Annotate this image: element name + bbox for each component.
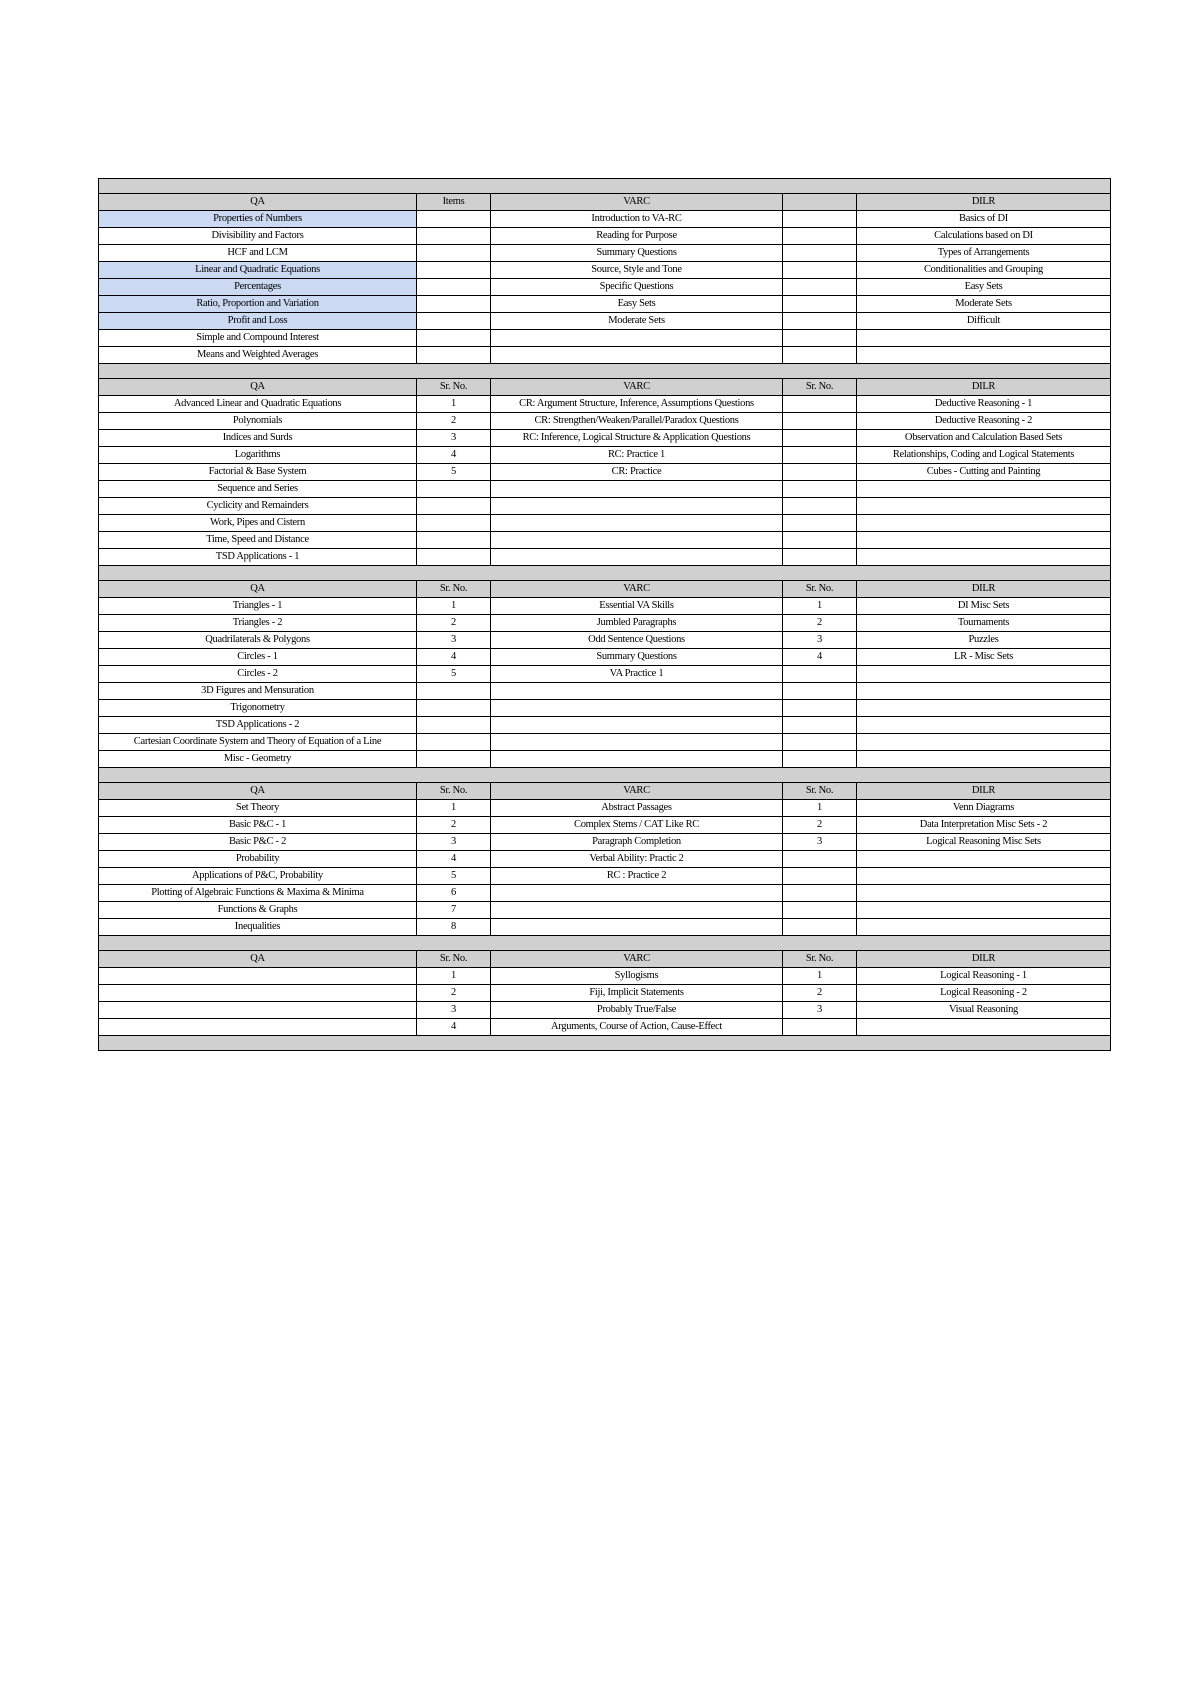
sr-no-cell (417, 330, 491, 347)
sr-no-cell (417, 515, 491, 532)
sr-no-cell (417, 700, 491, 717)
table-row (99, 413, 1111, 430)
varc-header: VARC (491, 379, 783, 396)
table-row (99, 1019, 1111, 1036)
sr-no-cell (783, 447, 857, 464)
table-row (99, 683, 1111, 700)
table-row (99, 447, 1111, 464)
table-row (99, 717, 1111, 734)
table-row (99, 1002, 1111, 1019)
table-row (99, 985, 1111, 1002)
varc-cell: Introduction to VA-RC (491, 211, 783, 228)
dilr-cell: Moderate Sets (857, 296, 1111, 313)
sr-no-cell (417, 347, 491, 364)
dilr-cell (857, 1019, 1111, 1036)
sr-no-header: Sr. No. (417, 951, 491, 968)
sr-no-cell (417, 683, 491, 700)
sr-no-cell (783, 919, 857, 936)
qa-cell: Ratio, Proportion and Variation (99, 296, 417, 313)
separator-cell (99, 768, 1111, 783)
qa-cell (99, 968, 417, 985)
sr-no-cell (783, 902, 857, 919)
dilr-cell (857, 717, 1111, 734)
qa-cell: 3D Figures and Mensuration (99, 683, 417, 700)
dilr-cell (857, 700, 1111, 717)
table-row (99, 700, 1111, 717)
sr-no-cell: 2 (783, 817, 857, 834)
qa-header: QA (99, 783, 417, 800)
sr-no-cell (783, 262, 857, 279)
sr-no-cell (417, 211, 491, 228)
sr-no-cell: 4 (417, 649, 491, 666)
table-row (99, 885, 1111, 902)
dilr-cell (857, 666, 1111, 683)
varc-cell: Moderate Sets (491, 313, 783, 330)
dilr-cell: Cubes - Cutting and Painting (857, 464, 1111, 481)
header-row (99, 581, 1111, 598)
dilr-cell: Observation and Calculation Based Sets (857, 430, 1111, 447)
dilr-cell: Puzzles (857, 632, 1111, 649)
sr-no-cell: 1 (783, 800, 857, 817)
sr-no-cell: 4 (783, 649, 857, 666)
sr-no-cell: 1 (417, 598, 491, 615)
separator-cell (99, 566, 1111, 581)
header-row (99, 783, 1111, 800)
varc-cell (491, 734, 783, 751)
varc-cell (491, 481, 783, 498)
qa-cell: Factorial & Base System (99, 464, 417, 481)
table-row (99, 515, 1111, 532)
qa-cell: Linear and Quadratic Equations (99, 262, 417, 279)
sr-no-cell: 2 (417, 413, 491, 430)
sr-no-cell (783, 700, 857, 717)
qa-cell: Indices and Surds (99, 430, 417, 447)
sr-no-cell (783, 683, 857, 700)
table-row (99, 902, 1111, 919)
sr-no-cell (783, 313, 857, 330)
sr-no-header: Sr. No. (783, 951, 857, 968)
varc-cell: Easy Sets (491, 296, 783, 313)
section-separator (99, 179, 1111, 194)
dilr-cell (857, 868, 1111, 885)
sr-no-cell (417, 717, 491, 734)
sr-no-cell (783, 430, 857, 447)
varc-cell: RC : Practice 2 (491, 868, 783, 885)
dilr-cell: Logical Reasoning - 2 (857, 985, 1111, 1002)
sr-no-cell (783, 464, 857, 481)
varc-cell: Summary Questions (491, 649, 783, 666)
qa-cell: Basic P&C - 1 (99, 817, 417, 834)
qa-cell: Circles - 1 (99, 649, 417, 666)
varc-cell: Source, Style and Tone (491, 262, 783, 279)
qa-cell: Divisibility and Factors (99, 228, 417, 245)
dilr-cell: Difficult (857, 313, 1111, 330)
dilr-cell (857, 734, 1111, 751)
qa-cell: Cartesian Coordinate System and Theory of Equation of a Line (99, 734, 417, 751)
section-separator (99, 936, 1111, 951)
varc-cell (491, 498, 783, 515)
sr-no-cell (783, 515, 857, 532)
sr-no-cell (417, 751, 491, 768)
varc-cell: CR: Strengthen/Weaken/Parallel/Paradox Questions (491, 413, 783, 430)
varc-header: VARC (491, 951, 783, 968)
sr-no-cell (783, 211, 857, 228)
dilr-cell: Relationships, Coding and Logical Statements (857, 447, 1111, 464)
sr-no-cell (783, 734, 857, 751)
sr-no-cell (417, 228, 491, 245)
sr-no-cell: 6 (417, 885, 491, 902)
sr-no-cell (417, 296, 491, 313)
table-row (99, 751, 1111, 768)
table-row (99, 666, 1111, 683)
sr-no-cell: 8 (417, 919, 491, 936)
dilr-cell (857, 549, 1111, 566)
dilr-cell: Basics of DI (857, 211, 1111, 228)
varc-cell (491, 683, 783, 700)
dilr-cell (857, 330, 1111, 347)
sr-no-cell (417, 245, 491, 262)
varc-cell: RC: Inference, Logical Structure & Application Questions (491, 430, 783, 447)
dilr-cell: Conditionalities and Grouping (857, 262, 1111, 279)
varc-cell: RC: Practice 1 (491, 447, 783, 464)
separator-cell (99, 179, 1111, 194)
sr-no-cell (417, 313, 491, 330)
table-row (99, 262, 1111, 279)
qa-cell: HCF and LCM (99, 245, 417, 262)
sr-no-cell (783, 1019, 857, 1036)
sr-no-cell (783, 330, 857, 347)
section-separator (99, 1036, 1111, 1051)
table-row (99, 211, 1111, 228)
dilr-cell (857, 683, 1111, 700)
table-row (99, 919, 1111, 936)
table-row (99, 396, 1111, 413)
qa-cell: Triangles - 1 (99, 598, 417, 615)
dilr-cell (857, 481, 1111, 498)
sr-no-cell: 3 (417, 1002, 491, 1019)
sr-no-cell (417, 262, 491, 279)
qa-cell: Means and Weighted Averages (99, 347, 417, 364)
varc-cell: CR: Practice (491, 464, 783, 481)
varc-cell (491, 717, 783, 734)
sr-no-cell: 7 (417, 902, 491, 919)
dilr-cell (857, 347, 1111, 364)
table-row (99, 228, 1111, 245)
table-row (99, 632, 1111, 649)
dilr-header: DILR (857, 379, 1111, 396)
dilr-cell (857, 919, 1111, 936)
qa-cell: Advanced Linear and Quadratic Equations (99, 396, 417, 413)
sr-no-cell (783, 532, 857, 549)
sr-no-cell (783, 396, 857, 413)
section-separator (99, 768, 1111, 783)
dilr-header: DILR (857, 783, 1111, 800)
table-row (99, 464, 1111, 481)
sr-no-cell (783, 851, 857, 868)
varc-cell: Specific Questions (491, 279, 783, 296)
qa-header: QA (99, 379, 417, 396)
dilr-cell: LR - Misc Sets (857, 649, 1111, 666)
qa-cell: Sequence and Series (99, 481, 417, 498)
section-separator (99, 566, 1111, 581)
varc-cell (491, 902, 783, 919)
sr-no-cell: 3 (783, 834, 857, 851)
varc-cell: Paragraph Completion (491, 834, 783, 851)
sr-no-cell (417, 279, 491, 296)
sr-no-cell (783, 666, 857, 683)
sr-no-cell (783, 347, 857, 364)
table-row (99, 245, 1111, 262)
varc-cell: Probably True/False (491, 1002, 783, 1019)
sr-no-cell: 5 (417, 666, 491, 683)
sr-no-header: Sr. No. (417, 581, 491, 598)
varc-cell: Complex Stems / CAT Like RC (491, 817, 783, 834)
qa-cell: Work, Pipes and Cistern (99, 515, 417, 532)
dilr-cell (857, 532, 1111, 549)
sr-no-cell (783, 549, 857, 566)
dilr-cell: Easy Sets (857, 279, 1111, 296)
table-row (99, 834, 1111, 851)
sr-no-header: Sr. No. (783, 379, 857, 396)
sr-no-cell: 2 (417, 615, 491, 632)
sr-no-header (783, 194, 857, 211)
sr-no-cell (783, 751, 857, 768)
sr-no-cell (783, 868, 857, 885)
table-row (99, 279, 1111, 296)
dilr-cell (857, 498, 1111, 515)
table-row (99, 313, 1111, 330)
table-row (99, 800, 1111, 817)
varc-cell: CR: Argument Structure, Inference, Assumptions Questions (491, 396, 783, 413)
dilr-cell: Tournaments (857, 615, 1111, 632)
varc-header: VARC (491, 581, 783, 598)
dilr-cell: Types of Arrangements (857, 245, 1111, 262)
separator-cell (99, 936, 1111, 951)
table-row (99, 734, 1111, 751)
sr-no-cell: 3 (417, 834, 491, 851)
dilr-cell (857, 902, 1111, 919)
qa-cell: TSD Applications - 1 (99, 549, 417, 566)
table-row (99, 549, 1111, 566)
sr-no-header: Sr. No. (417, 783, 491, 800)
dilr-header: DILR (857, 194, 1111, 211)
sr-no-cell: 3 (417, 430, 491, 447)
qa-cell (99, 1002, 417, 1019)
qa-cell: Misc - Geometry (99, 751, 417, 768)
separator-cell (99, 364, 1111, 379)
table-row (99, 330, 1111, 347)
qa-cell: Plotting of Algebraic Functions & Maxima & Minima (99, 885, 417, 902)
sr-no-cell: 1 (783, 598, 857, 615)
dilr-cell (857, 885, 1111, 902)
dilr-cell: Deductive Reasoning - 2 (857, 413, 1111, 430)
dilr-header: DILR (857, 581, 1111, 598)
sr-no-cell (783, 228, 857, 245)
sr-no-cell: 1 (417, 396, 491, 413)
sr-no-cell: 3 (783, 632, 857, 649)
qa-cell: Functions & Graphs (99, 902, 417, 919)
qa-header: QA (99, 194, 417, 211)
header-row (99, 379, 1111, 396)
header-row (99, 194, 1111, 211)
table-row (99, 347, 1111, 364)
sr-no-cell: 2 (783, 615, 857, 632)
dilr-cell: Logical Reasoning Misc Sets (857, 834, 1111, 851)
table-row (99, 430, 1111, 447)
table-row (99, 615, 1111, 632)
varc-cell: Verbal Ability: Practic 2 (491, 851, 783, 868)
sr-no-cell (417, 481, 491, 498)
qa-cell: Trigonometry (99, 700, 417, 717)
dilr-header: DILR (857, 951, 1111, 968)
sr-no-cell: 3 (417, 632, 491, 649)
table-row (99, 598, 1111, 615)
varc-cell (491, 515, 783, 532)
sr-no-header: Items (417, 194, 491, 211)
dilr-cell: Venn Diagrams (857, 800, 1111, 817)
table-row (99, 532, 1111, 549)
sr-no-cell: 1 (783, 968, 857, 985)
table-row (99, 649, 1111, 666)
qa-cell: Quadrilaterals & Polygons (99, 632, 417, 649)
dilr-cell: Visual Reasoning (857, 1002, 1111, 1019)
qa-cell: Profit and Loss (99, 313, 417, 330)
sr-no-cell: 5 (417, 464, 491, 481)
qa-cell: Logarithms (99, 447, 417, 464)
qa-cell: Probability (99, 851, 417, 868)
sr-no-cell: 4 (417, 851, 491, 868)
sr-no-cell (417, 734, 491, 751)
qa-cell: Circles - 2 (99, 666, 417, 683)
table-row (99, 968, 1111, 985)
varc-cell (491, 751, 783, 768)
sr-no-cell (783, 296, 857, 313)
qa-cell: Applications of P&C, Probability (99, 868, 417, 885)
sr-no-cell (417, 549, 491, 566)
table-row (99, 481, 1111, 498)
varc-cell: Abstract Passages (491, 800, 783, 817)
varc-cell: Syllogisms (491, 968, 783, 985)
varc-cell (491, 532, 783, 549)
sr-no-cell (783, 717, 857, 734)
sr-no-cell: 4 (417, 447, 491, 464)
varc-header: VARC (491, 783, 783, 800)
sr-no-cell (783, 498, 857, 515)
qa-cell: Cyclicity and Remainders (99, 498, 417, 515)
qa-cell: Percentages (99, 279, 417, 296)
dilr-cell (857, 515, 1111, 532)
qa-cell: Time, Speed and Distance (99, 532, 417, 549)
qa-cell: Polynomials (99, 413, 417, 430)
sr-no-cell: 2 (783, 985, 857, 1002)
table-row (99, 868, 1111, 885)
sr-no-cell: 3 (783, 1002, 857, 1019)
dilr-cell: Deductive Reasoning - 1 (857, 396, 1111, 413)
sr-no-header: Sr. No. (417, 379, 491, 396)
dilr-cell: Data Interpretation Misc Sets - 2 (857, 817, 1111, 834)
qa-cell: Set Theory (99, 800, 417, 817)
sr-no-cell: 2 (417, 817, 491, 834)
dilr-cell: DI Misc Sets (857, 598, 1111, 615)
sr-no-cell (783, 245, 857, 262)
dilr-cell: Logical Reasoning - 1 (857, 968, 1111, 985)
varc-cell (491, 700, 783, 717)
varc-cell (491, 549, 783, 566)
dilr-cell: Calculations based on DI (857, 228, 1111, 245)
qa-cell: TSD Applications - 2 (99, 717, 417, 734)
varc-cell: Essential VA Skills (491, 598, 783, 615)
varc-cell: Jumbled Paragraphs (491, 615, 783, 632)
sr-no-cell: 5 (417, 868, 491, 885)
varc-header: VARC (491, 194, 783, 211)
sr-no-cell (783, 279, 857, 296)
sr-no-cell: 2 (417, 985, 491, 1002)
sr-no-cell (783, 413, 857, 430)
sr-no-header: Sr. No. (783, 581, 857, 598)
sr-no-cell (417, 532, 491, 549)
varc-cell (491, 347, 783, 364)
dilr-cell (857, 851, 1111, 868)
varc-cell: Reading for Purpose (491, 228, 783, 245)
table-row (99, 817, 1111, 834)
separator-cell (99, 1036, 1111, 1051)
qa-cell (99, 1019, 417, 1036)
varc-cell: VA Practice 1 (491, 666, 783, 683)
varc-cell: Arguments, Course of Action, Cause-Effect (491, 1019, 783, 1036)
varc-cell: Odd Sentence Questions (491, 632, 783, 649)
table-row (99, 851, 1111, 868)
sr-no-cell: 1 (417, 800, 491, 817)
varc-cell: Summary Questions (491, 245, 783, 262)
qa-cell: Inequalities (99, 919, 417, 936)
qa-cell: Basic P&C - 2 (99, 834, 417, 851)
sr-no-cell (783, 481, 857, 498)
qa-cell: Properties of Numbers (99, 211, 417, 228)
varc-cell (491, 885, 783, 902)
sr-no-cell (783, 885, 857, 902)
qa-cell: Simple and Compound Interest (99, 330, 417, 347)
syllabus-table (98, 178, 1111, 1051)
sr-no-header: Sr. No. (783, 783, 857, 800)
table-row (99, 296, 1111, 313)
qa-cell: Triangles - 2 (99, 615, 417, 632)
varc-cell: Fiji, Implicit Statements (491, 985, 783, 1002)
sr-no-cell: 4 (417, 1019, 491, 1036)
varc-cell (491, 919, 783, 936)
varc-cell (491, 330, 783, 347)
table-row (99, 498, 1111, 515)
qa-header: QA (99, 951, 417, 968)
dilr-cell (857, 751, 1111, 768)
qa-header: QA (99, 581, 417, 598)
sr-no-cell: 1 (417, 968, 491, 985)
section-separator (99, 364, 1111, 379)
header-row (99, 951, 1111, 968)
qa-cell (99, 985, 417, 1002)
sr-no-cell (417, 498, 491, 515)
